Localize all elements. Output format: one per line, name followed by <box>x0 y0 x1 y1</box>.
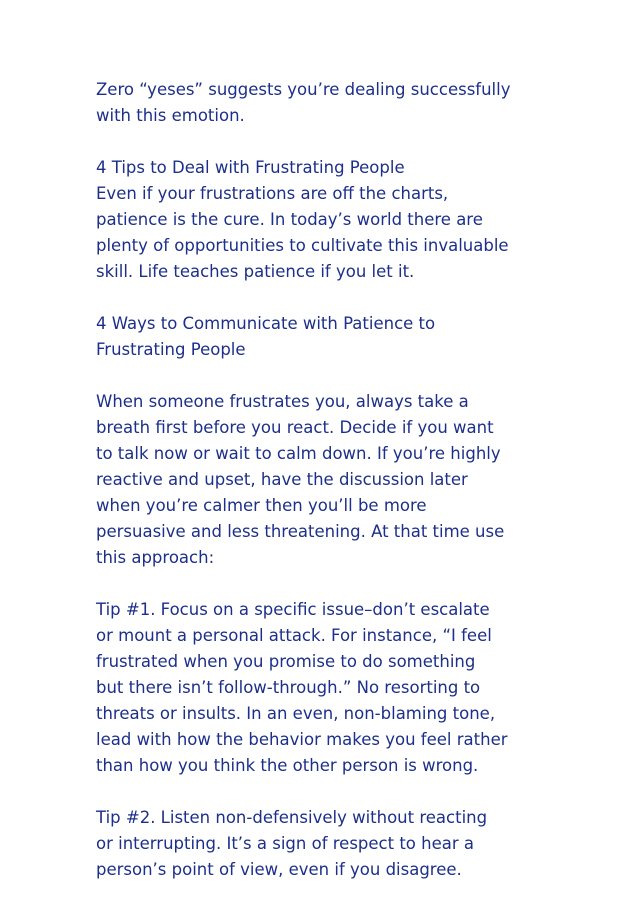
text-line: person’s point of view, even if you disagree. <box>96 860 462 879</box>
paragraph-approach <box>96 389 556 571</box>
paragraph-ways-heading <box>96 311 556 363</box>
paragraph-tip-2 <box>96 805 556 883</box>
text-line: to talk now or wait to calm down. If you’re highly <box>96 444 501 463</box>
text-line: Tip #1. Focus on a specific issue–don’t escalate <box>96 600 490 619</box>
text-line: or interrupting. It’s a sign of respect to hear a <box>96 834 475 853</box>
text-line: this approach: <box>96 548 215 567</box>
paragraph-tip-1 <box>96 597 556 779</box>
paragraph-intro <box>96 77 556 129</box>
text-line: than how you think the other person is wrong. <box>96 756 479 775</box>
text-line: frustrated when you promise to do something <box>96 652 476 671</box>
text-line: or mount a personal attack. For instance, “I feel <box>96 626 492 645</box>
text-line: threats or insults. In an even, non-blaming tone, <box>96 704 496 723</box>
text-line: but there isn’t follow-through.” No resorting to <box>96 678 481 697</box>
text-line: Tip #2. Listen non-defensively without reacting <box>96 808 488 827</box>
text-line: patience is the cure. In today’s world there are <box>96 210 483 229</box>
text-line: persuasive and less threatening. At that time use <box>96 522 505 541</box>
text-line: Zero “yeses” suggests you’re dealing successfully <box>96 80 511 99</box>
section-heading: 4 Ways to Communicate with Patience to <box>96 314 436 333</box>
text-line: Even if your frustrations are off the charts, <box>96 184 449 203</box>
document-page <box>96 77 556 883</box>
text-line: breath first before you react. Decide if you want <box>96 418 494 437</box>
text-line: When someone frustrates you, always take a <box>96 392 469 411</box>
text-line: with this emotion. <box>96 106 245 125</box>
section-heading: Frustrating People <box>96 340 246 359</box>
text-line: reactive and upset, have the discussion later <box>96 470 468 489</box>
text-line: when you’re calmer then you’ll be more <box>96 496 427 515</box>
paragraph-tips-heading <box>96 155 556 285</box>
text-line: skill. Life teaches patience if you let it. <box>96 262 415 281</box>
section-heading: 4 Tips to Deal with Frustrating People <box>96 158 405 177</box>
text-line: lead with how the behavior makes you feel rather <box>96 730 508 749</box>
text-line: plenty of opportunities to cultivate this invaluable <box>96 236 509 255</box>
